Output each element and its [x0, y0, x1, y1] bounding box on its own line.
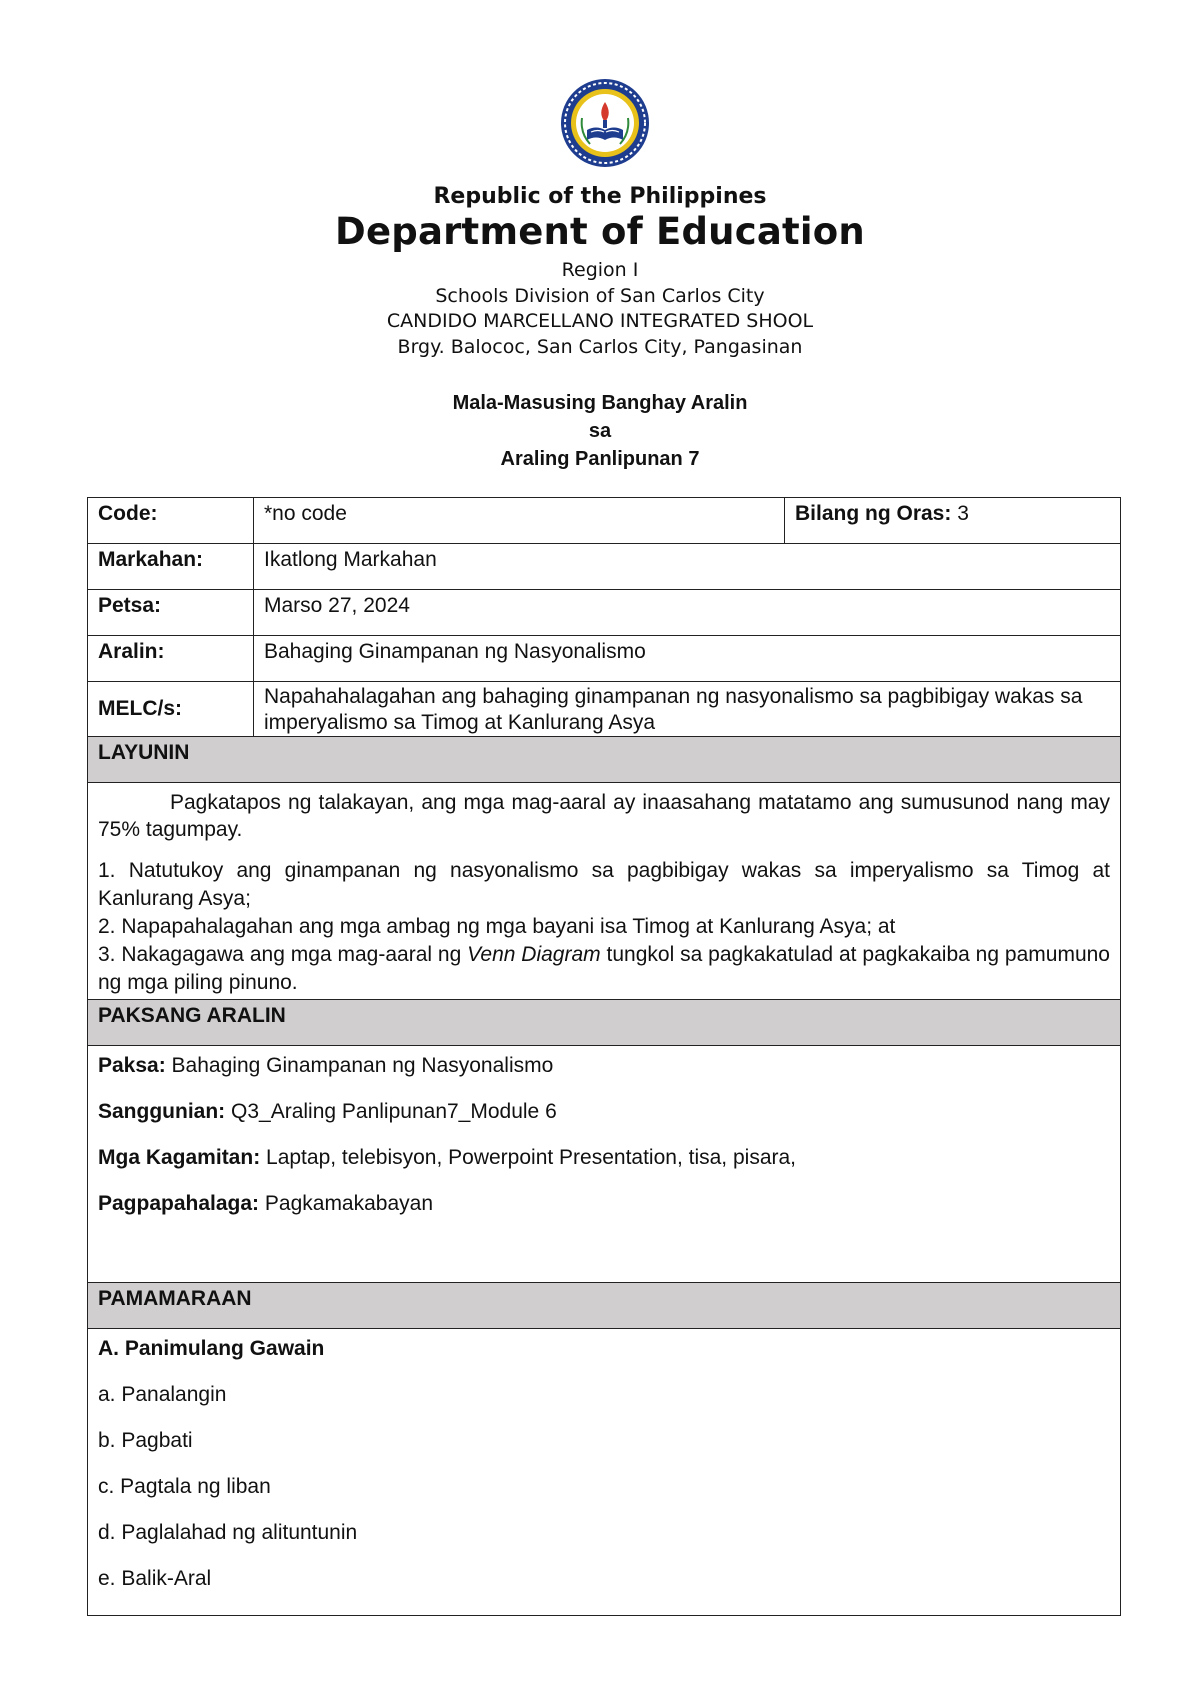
aralin-label: Aralin:: [88, 636, 254, 682]
pamamaraan-body-row: [88, 1329, 1121, 1616]
pagpapahalaga-value: Pagkamakabayan: [259, 1192, 434, 1215]
objective-3-start: 3. Nakagagawa ang mga mag-aaral ng: [98, 943, 468, 966]
objective-1: 1. Natutukoy ang ginampanan ng nasyonalismo sa pagbibigay wakas sa imperyalismo sa Timog at Kanlurang Asya;: [98, 859, 1110, 910]
kagamitan-line: [98, 1144, 1110, 1171]
code-label: Code:: [88, 498, 254, 544]
objective-3-end: tungkol sa pagkakatulad at pagkakaiba ng pamumuno ng mga piling pinuno.: [98, 943, 1110, 994]
hours-label: Bilang ng Oras:: [795, 502, 952, 525]
kagamitan-label: Mga Kagamitan:: [98, 1146, 261, 1169]
code-row: [88, 498, 1121, 544]
petsa-label: Petsa:: [88, 590, 254, 636]
aralin-row: [88, 636, 1121, 682]
panimulang-gawain-heading: A. Panimulang Gawain: [98, 1337, 325, 1360]
plan-title: Mala-Masusing Banghay Aralin: [452, 392, 748, 414]
kagamitan-value: Laptap, telebisyon, Powerpoint Presentation, tisa, pisara,: [260, 1146, 797, 1169]
paksang-aralin-heading: PAKSANG ARALIN: [88, 1000, 1121, 1046]
plan-subject: Araling Panlipunan 7: [500, 448, 700, 470]
step-item: b. Pagbati: [98, 1429, 193, 1452]
objective-3: [98, 941, 1110, 997]
venn-diagram-term: Venn Diagram: [467, 943, 601, 966]
pamamaraan-body: [88, 1329, 1121, 1616]
republic-heading: Republic of the Philippines: [433, 184, 767, 209]
layunin-heading: LAYUNIN: [88, 737, 1121, 783]
paksa-line: [98, 1052, 1110, 1079]
hours-value: 3: [951, 502, 969, 525]
step-item: c. Pagtala ng liban: [98, 1475, 271, 1498]
pamamaraan-heading: PAMAMARAAN: [88, 1283, 1121, 1329]
objective-2: 2. Napapahalagahan ang mga ambag ng mga bayani isa Timog at Kanlurang Asya; at: [98, 915, 896, 938]
sanggunian-line: [98, 1098, 1110, 1125]
sanggunian-value: Q3_Araling Panlipunan7_Module 6: [225, 1100, 557, 1123]
region-line: Region I: [561, 259, 639, 281]
paksang-aralin-body-row: [88, 1046, 1121, 1283]
markahan-row: [88, 544, 1121, 590]
school-line: CANDIDO MARCELLANO INTEGRATED SHOOL: [386, 310, 814, 332]
deped-seal-icon: [560, 78, 650, 168]
step-item: d. Paglalahad ng alituntunin: [98, 1521, 358, 1544]
petsa-row: [88, 590, 1121, 636]
step-item: e. Balik-Aral: [98, 1567, 212, 1590]
melc-row: [88, 682, 1121, 737]
division-line: Schools Division of San Carlos City: [435, 285, 765, 307]
markahan-value: Ikatlong Markahan: [254, 544, 1121, 590]
pamamaraan-section-row: [88, 1283, 1121, 1329]
paksang-aralin-body: [88, 1046, 1121, 1283]
aralin-value: Bahaging Ginampanan ng Nasyonalismo: [254, 636, 1121, 682]
paksa-label: Paksa:: [98, 1054, 166, 1077]
step-item: a. Panalangin: [98, 1383, 227, 1406]
paksang-aralin-section-row: [88, 1000, 1121, 1046]
objectives-list: [98, 857, 1110, 997]
layunin-body-row: [88, 783, 1121, 1000]
department-heading: Department of Education: [335, 210, 865, 253]
code-value: *no code: [254, 498, 785, 544]
layunin-body: [88, 783, 1121, 1000]
markahan-label: Markahan:: [88, 544, 254, 590]
hours-cell: [785, 498, 1121, 544]
paksa-value: Bahaging Ginampanan ng Nasyonalismo: [165, 1054, 554, 1077]
address-line: Brgy. Balococ, San Carlos City, Pangasinan: [397, 336, 803, 358]
lesson-plan-table: [87, 497, 1121, 1616]
pagpapahalaga-label: Pagpapahalaga:: [98, 1192, 260, 1215]
sanggunian-label: Sanggunian:: [98, 1100, 226, 1123]
pagpapahalaga-line: [98, 1190, 1110, 1217]
melc-label: MELC/s:: [88, 682, 254, 737]
layunin-intro: Pagkatapos ng talakayan, ang mga mag-aaral ay inaasahang matatamo ang sumusunod nang may 75% tagumpay.: [98, 791, 1110, 841]
melc-value: Napahahalagahan ang bahaging ginampanan ng nasyonalismo sa pagbibigay wakas sa imperyalismo sa Timog at Kanlurang Asya: [254, 682, 1121, 737]
petsa-value: Marso 27, 2024: [254, 590, 1121, 636]
layunin-section-row: [88, 737, 1121, 783]
plan-title-connector: sa: [588, 420, 612, 442]
